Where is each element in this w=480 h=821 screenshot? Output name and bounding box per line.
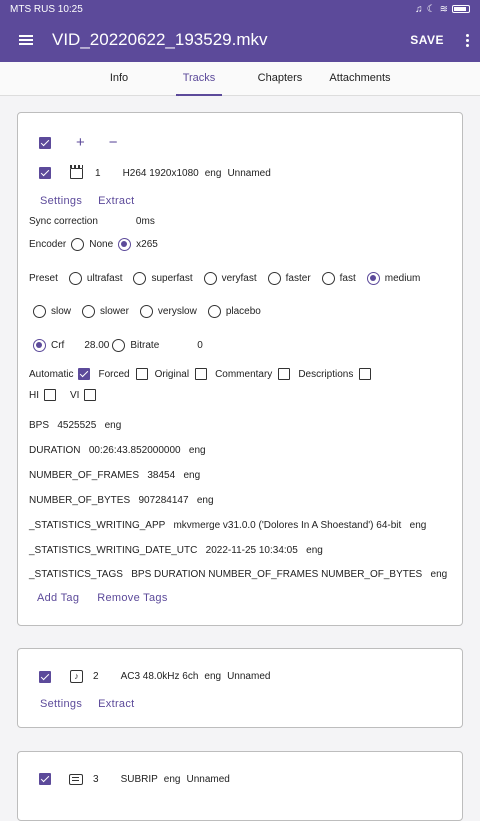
remove-track-button[interactable]: − bbox=[108, 134, 118, 151]
flag-descriptions-label: Descriptions bbox=[298, 368, 354, 380]
track-name: Unnamed bbox=[186, 773, 230, 785]
preset-label: Preset bbox=[29, 273, 58, 284]
carrier-time: MTS RUS 10:25 bbox=[10, 3, 83, 15]
tag-row[interactable]: _STATISTICS_WRITING_DATE_UTC 2022-11-25 10:34:05 eng bbox=[29, 545, 323, 556]
track-number: 3 bbox=[93, 773, 99, 785]
flag-commentary-checkbox[interactable] bbox=[278, 368, 290, 380]
track-name: Unnamed bbox=[227, 671, 271, 682]
sync-value[interactable]: 0ms bbox=[135, 216, 155, 227]
track-header-row bbox=[39, 773, 230, 785]
flags-row bbox=[29, 368, 371, 380]
preset-fast-label: fast bbox=[339, 273, 356, 284]
tag-row[interactable]: NUMBER_OF_BYTES 907284147 eng bbox=[29, 495, 214, 506]
flag-descriptions-checkbox[interactable] bbox=[359, 368, 371, 380]
preset-ultrafast-radio[interactable] bbox=[69, 272, 82, 285]
track-name: Unnamed bbox=[227, 167, 271, 179]
preset-slow-label: slow bbox=[51, 306, 72, 317]
preset-placebo-label: placebo bbox=[225, 306, 261, 317]
tab-chapters[interactable]: Chapters bbox=[257, 72, 303, 84]
encoder-none-label: None bbox=[89, 239, 114, 250]
rate-control-row bbox=[33, 339, 203, 352]
track-card-video bbox=[17, 112, 463, 626]
flag-automatic-label: Automatic bbox=[29, 368, 74, 380]
flag-automatic-checkbox[interactable] bbox=[78, 368, 90, 380]
tag-actions bbox=[37, 592, 168, 604]
flag-vi-label: VI bbox=[70, 389, 80, 401]
more-vert-icon[interactable] bbox=[454, 34, 480, 47]
tag-row[interactable]: BPS 4525525 eng bbox=[29, 420, 122, 431]
track-description: SUBRIP bbox=[120, 773, 158, 785]
track-checkbox[interactable] bbox=[39, 167, 51, 179]
preset-fast-radio[interactable] bbox=[322, 272, 335, 285]
flag-original-checkbox[interactable] bbox=[195, 368, 207, 380]
track-checkbox[interactable] bbox=[39, 773, 51, 785]
track-card-audio bbox=[17, 648, 463, 728]
headphones-icon: ♫ bbox=[415, 3, 423, 15]
select-all-row bbox=[39, 134, 118, 151]
flag-commentary-label: Commentary bbox=[215, 368, 273, 380]
tag-row[interactable]: NUMBER_OF_FRAMES 38454 eng bbox=[29, 470, 201, 481]
preset-medium-label: medium bbox=[384, 273, 421, 284]
battery-icon bbox=[452, 5, 470, 13]
flag-hi-checkbox[interactable] bbox=[44, 389, 56, 401]
track-lang: eng bbox=[204, 671, 222, 682]
settings-button[interactable]: Settings bbox=[40, 195, 83, 207]
add-tag-button[interactable]: Add Tag bbox=[37, 592, 80, 604]
encoder-row bbox=[29, 238, 158, 251]
preset-faster-label: faster bbox=[285, 273, 311, 284]
tab-bar bbox=[0, 62, 480, 96]
track-description: AC3 48.0kHz 6ch bbox=[120, 671, 199, 682]
moon-icon: ☾ bbox=[426, 3, 436, 15]
flag-forced-label: Forced bbox=[98, 368, 130, 380]
tab-attachments[interactable]: Attachments bbox=[329, 72, 391, 84]
bitrate-radio[interactable] bbox=[112, 339, 125, 352]
track-card-subtitle bbox=[17, 751, 463, 821]
status-bar bbox=[0, 0, 480, 18]
flag-hi-label: HI bbox=[29, 389, 39, 401]
preset-slower-label: slower bbox=[100, 306, 129, 317]
music-note-icon: ♪ bbox=[70, 670, 83, 683]
extract-button[interactable]: Extract bbox=[98, 195, 135, 207]
track-number: 1 bbox=[95, 167, 101, 179]
settings-button[interactable]: Settings bbox=[40, 698, 83, 710]
encoder-x265-radio[interactable] bbox=[118, 238, 131, 251]
tab-info[interactable]: Info bbox=[109, 72, 129, 84]
track-lang: eng bbox=[163, 773, 181, 785]
preset-veryslow-label: veryslow bbox=[157, 306, 197, 317]
encoder-none-radio[interactable] bbox=[71, 238, 84, 251]
tag-row[interactable]: _STATISTICS_WRITING_APP mkvmerge v31.0.0 ('Dolores In A Shoestand') 64-bit eng bbox=[29, 520, 427, 531]
preset-placebo-radio[interactable] bbox=[208, 305, 221, 318]
bitrate-label: Bitrate bbox=[130, 340, 160, 351]
encoder-x265-label: x265 bbox=[136, 239, 158, 250]
crf-label: Crf bbox=[51, 340, 65, 351]
hamburger-icon[interactable] bbox=[0, 18, 52, 62]
track-actions bbox=[40, 698, 135, 710]
track-header-row bbox=[39, 167, 271, 179]
preset-veryfast-label: veryfast bbox=[221, 273, 257, 284]
track-header-row bbox=[39, 670, 270, 683]
flag-original-label: Original bbox=[154, 368, 190, 380]
crf-radio[interactable] bbox=[33, 339, 46, 352]
movie-icon bbox=[70, 168, 83, 179]
preset-row-1 bbox=[29, 272, 420, 285]
track-actions bbox=[40, 195, 135, 207]
app-bar bbox=[0, 18, 480, 62]
preset-veryfast-radio[interactable] bbox=[204, 272, 217, 285]
sync-label: Sync correction bbox=[29, 216, 98, 227]
track-lang: eng bbox=[204, 167, 222, 179]
bitrate-value[interactable]: 0 bbox=[197, 340, 203, 351]
tag-row[interactable]: _STATISTICS_TAGS BPS DURATION NUMBER_OF_FRAMES NUMBER_OF_BYTES eng bbox=[29, 569, 448, 580]
preset-faster-radio[interactable] bbox=[268, 272, 281, 285]
preset-superfast-label: superfast bbox=[151, 273, 193, 284]
preset-row-2 bbox=[33, 305, 261, 318]
remove-tags-button[interactable]: Remove Tags bbox=[97, 592, 168, 604]
tab-tracks[interactable]: Tracks bbox=[176, 62, 222, 96]
flags-row-2 bbox=[29, 389, 96, 401]
preset-superfast-radio[interactable] bbox=[133, 272, 146, 285]
extract-button[interactable]: Extract bbox=[98, 698, 135, 710]
status-icons bbox=[415, 4, 470, 15]
track-checkbox[interactable] bbox=[39, 671, 51, 683]
preset-ultrafast-label: ultrafast bbox=[86, 273, 123, 284]
track-number: 2 bbox=[93, 671, 99, 682]
preset-slow-radio[interactable] bbox=[33, 305, 46, 318]
select-all-checkbox[interactable] bbox=[39, 137, 51, 149]
crf-value[interactable]: 28.00 bbox=[84, 340, 110, 351]
flag-forced-checkbox[interactable] bbox=[136, 368, 148, 380]
save-button[interactable]: SAVE bbox=[410, 33, 444, 47]
encoder-label: Encoder bbox=[29, 239, 67, 250]
track-description: H264 1920x1080 bbox=[122, 167, 199, 179]
preset-slower-radio[interactable] bbox=[82, 305, 95, 318]
flag-vi-checkbox[interactable] bbox=[84, 389, 96, 401]
sync-row bbox=[29, 216, 155, 227]
wifi-icon: ≋ bbox=[439, 3, 448, 15]
tag-row[interactable]: DURATION 00:26:43.852000000 eng bbox=[29, 445, 206, 456]
subtitles-icon bbox=[69, 774, 83, 785]
preset-veryslow-radio[interactable] bbox=[140, 305, 153, 318]
preset-medium-radio[interactable] bbox=[367, 272, 380, 285]
page-title: VID_20220622_193529.mkv bbox=[52, 30, 268, 49]
add-track-button[interactable]: + bbox=[76, 134, 85, 151]
